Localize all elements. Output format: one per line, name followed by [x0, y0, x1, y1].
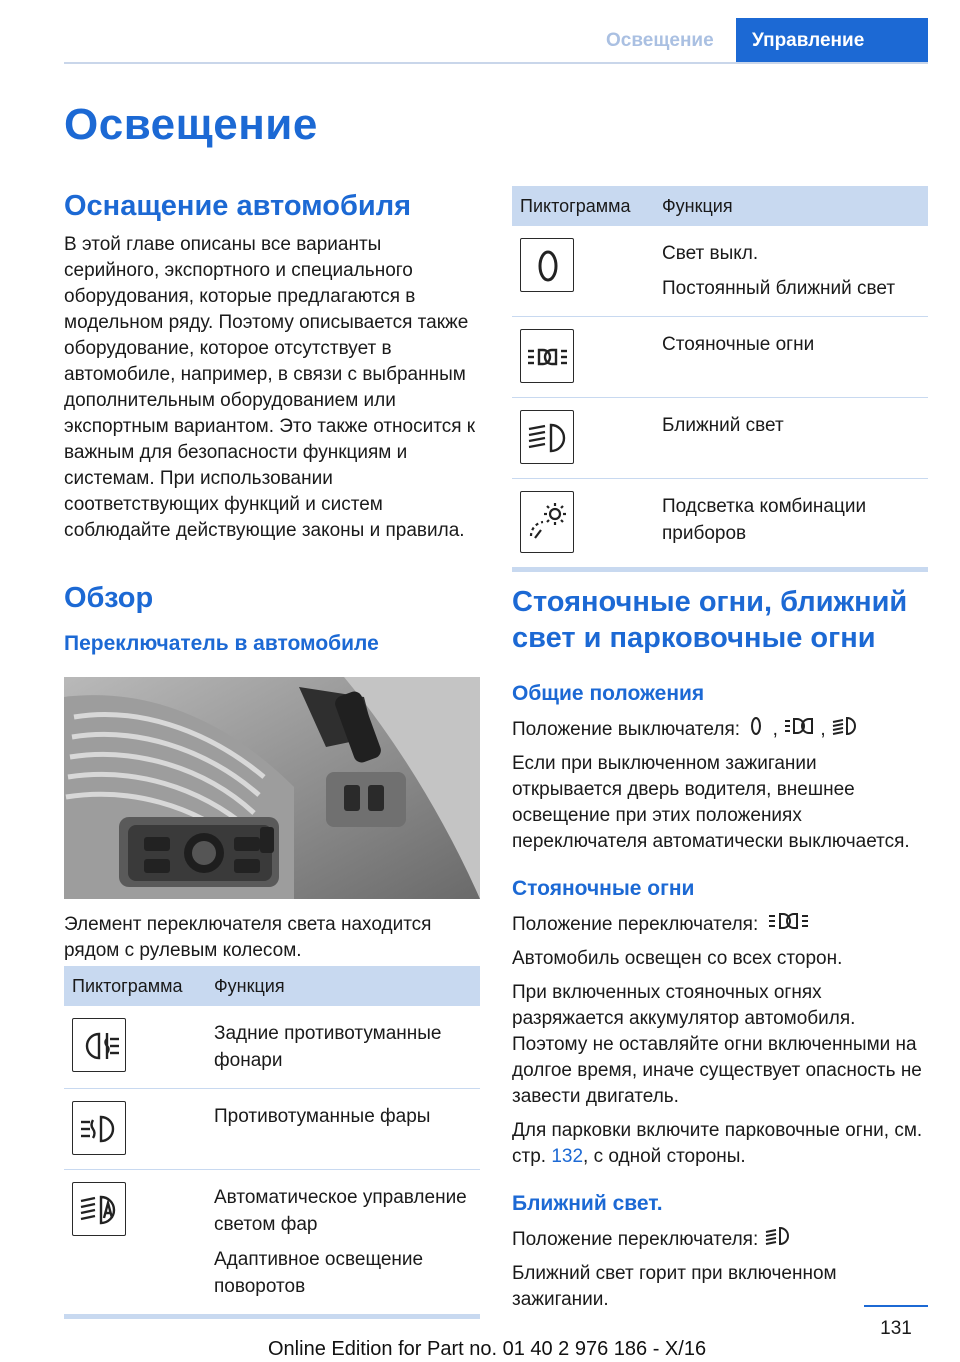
overview-section	[64, 580, 480, 656]
parking-text-3-pre: Для парковки включите парковочные огни, см. стр.	[512, 1120, 923, 1167]
zero-icon	[520, 238, 574, 292]
left-row-2-text: Противотуманные фары	[214, 1106, 431, 1127]
page-132-link[interactable]: 132	[551, 1146, 584, 1167]
header-chapter-tab	[736, 18, 928, 62]
table-row	[512, 479, 928, 568]
overview-heading: Обзор	[64, 582, 154, 614]
parking-text-3	[512, 1118, 928, 1170]
parking-lights-heading: Стояночные огни	[512, 877, 695, 900]
parking-text-2: При включенных стояночных огнях разряжается аккумулятор автомобиля. Поэтому не оставляйте огни включенными на долгое время, иначе существует опасность не завести двигатель.	[512, 982, 922, 1107]
rear-fog-icon	[72, 1018, 126, 1072]
lowbeam-heading: Ближний свет.	[512, 1192, 663, 1215]
general-text: Если при выключенном зажигании открывается дверь водителя, внешнее освещение при этих положениях переключателя автоматически выключается.	[512, 753, 910, 852]
left-table-block	[64, 966, 480, 1319]
parking-section	[512, 584, 928, 1313]
lowbeam-switch-icon	[764, 1224, 792, 1248]
header-section-label: Освещение	[606, 30, 714, 51]
left-row-3-line-1: Автоматическое управление светом фар	[214, 1187, 467, 1235]
general-heading: Общие положения	[512, 682, 705, 705]
auto-light-icon	[72, 1182, 126, 1236]
front-fog-icon	[72, 1101, 126, 1155]
parking-text-3-post: , с одной стороны.	[583, 1146, 746, 1167]
equipment-text: В этой главе описаны все варианты серийного, экспортного и специального оборудования, которые предлагаются в модельном ряду. Поэтому описывается также оборудование, которое отсутствует в автомобиле, например, в связи с выбранным дополнительным оборудованием или экспортным вариантом. Это также относится к важным для безопасности функциям и системам. При использовании соответствующих функций и систем соблюдайте действующие законы и правила.	[64, 234, 476, 541]
edition-line: Online Edition for Part no. 01 40 2 976 186 - X/16	[268, 1338, 707, 1360]
left-table-col-function: Функция	[206, 966, 480, 1006]
left-table-end-rule	[64, 1315, 480, 1319]
equipment-heading: Оснащение автомобиля	[64, 190, 412, 222]
right-row-1-line-2: Постоянный ближний свет	[662, 278, 896, 299]
header-rule	[64, 62, 928, 64]
left-icon-table	[64, 966, 480, 1315]
table-row	[512, 226, 928, 317]
lowbeam-text: Ближний свет горит при включенном зажигании.	[512, 1263, 837, 1310]
table-row	[64, 1089, 480, 1170]
right-row-3-text: Ближний свет	[662, 415, 784, 436]
table-row	[512, 317, 928, 398]
switch-positions-line: Положение выключателя: , ,	[512, 714, 928, 743]
right-table-block	[512, 186, 928, 572]
right-table-col-function: Функция	[654, 186, 928, 226]
overview-subheading: Переключатель в автомобиле	[64, 632, 379, 655]
parking-light-icon	[520, 329, 574, 383]
table-row	[64, 1170, 480, 1315]
footer-rule	[864, 1305, 928, 1307]
table-row	[512, 398, 928, 479]
left-row-3-line-2: Адаптивное освещение поворотов	[214, 1249, 424, 1297]
lowbeam-switch-line	[512, 1224, 928, 1253]
instrument-lighting-icon	[520, 491, 574, 553]
parking-heading: Стояночные огни, ближний свет и парковочные огни	[512, 586, 908, 654]
page-number: 131	[880, 1318, 912, 1339]
header-tab-label: Управление	[752, 30, 865, 51]
switch-positions-label: Положение выключателя:	[512, 719, 741, 740]
parking-switch-line	[512, 909, 928, 938]
switch-caption: Элемент переключателя света находится рядом с рулевым колесом.	[64, 914, 432, 961]
right-icon-table	[512, 186, 928, 568]
right-table-col-icon: Пиктограмма	[512, 186, 654, 226]
position-zero-icon	[745, 714, 767, 738]
position-lowbeam-icon	[831, 714, 859, 738]
lowbeam-switch-label: Положение переключателя:	[512, 1229, 759, 1250]
light-switch-photo	[64, 677, 480, 899]
right-row-1-line-1: Свет выкл.	[662, 243, 759, 264]
page-title: Освещение	[64, 100, 318, 149]
low-beam-icon	[520, 410, 574, 464]
left-row-1-text: Задние противотуманные фонари	[214, 1023, 442, 1071]
left-table-col-icon: Пиктограмма	[64, 966, 206, 1006]
parking-text-1: Автомобиль освещен со всех сторон.	[512, 948, 843, 969]
equipment-section	[64, 188, 480, 544]
right-table-end-rule	[512, 568, 928, 572]
right-row-2-text: Стояночные огни	[662, 334, 815, 355]
table-row	[64, 1006, 480, 1089]
parking-switch-icon	[764, 909, 818, 933]
switch-caption-block	[64, 912, 480, 964]
position-parking-icon	[783, 714, 815, 738]
parking-switch-label: Положение переключателя:	[512, 914, 759, 935]
right-row-4-text: Подсветка комбинации приборов	[662, 496, 867, 544]
